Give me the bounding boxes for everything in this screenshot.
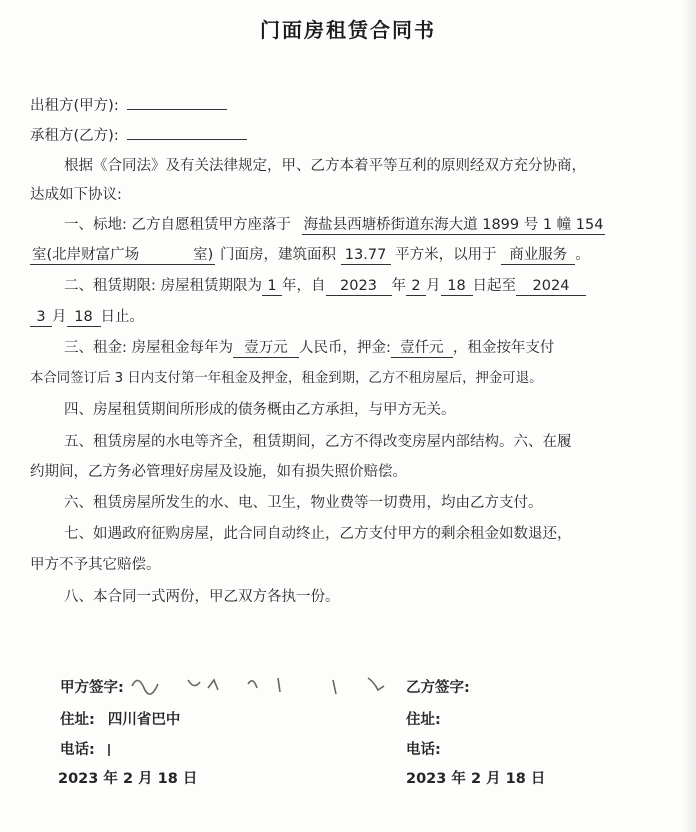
clause1-line-1 xyxy=(64,213,605,235)
clause2-prefix: 二、租赁期限: 房屋租赁期限为 xyxy=(64,278,262,294)
clause3-tail: ，租金按年支付 xyxy=(452,340,555,356)
clause3-line-2: 本合同签订后 3 日内支付第一年租金及押金，租金到期，乙方不租房屋后，押金可退。 xyxy=(30,371,543,386)
clause2-line-2 xyxy=(30,305,144,327)
clause3-deposit: 壹仟元 xyxy=(391,340,453,358)
lessee-line xyxy=(30,124,247,145)
clause2-suffix: 日止。 xyxy=(100,309,144,325)
party-a-phone-line xyxy=(60,738,110,759)
clause2-end-month: 3 xyxy=(30,309,52,327)
preamble-line-2: 达成如下协议: xyxy=(30,187,122,203)
clause2-line-1 xyxy=(64,274,586,296)
month-char-2: 月 xyxy=(52,309,67,325)
clause1-prefix: 一、标地: 乙方自愿租赁甲方座落于 xyxy=(64,217,291,233)
clause1-room-prefix: 室(北岸财富广场 xyxy=(32,247,140,263)
clause4: 四、房屋租赁期间所形成的债务概由乙方承担，与甲方无关。 xyxy=(64,402,456,418)
clause2-start-year: 2023 xyxy=(326,278,392,296)
clause3-prefix: 三、租金: 房屋租金每年为 xyxy=(64,340,233,356)
preamble-line-1: 根据《合同法》及有关法律规定，甲、乙方本着平等互利的原则经双方充分协商， xyxy=(64,158,586,174)
party-b-sign-label: 乙方签字: xyxy=(406,680,470,696)
clause7-line-1: 七、如遇政府征购房屋，此合同自动终止，乙方支付甲方的剩余租金如数退还， xyxy=(64,526,572,542)
party-a-sign-label: 甲方签字: xyxy=(60,680,124,696)
year-char-1: 年 xyxy=(391,278,406,294)
party-b-address-label: 住址: xyxy=(406,712,441,728)
lessor-label: 出租方(甲方): xyxy=(30,98,119,114)
clause1-room xyxy=(30,247,215,265)
clause2-start-day: 18 xyxy=(441,278,473,296)
clause2-end-year: 2024 xyxy=(516,278,586,296)
clause1-end: 。 xyxy=(575,247,590,263)
party-a-address-value: 四川省巴中 xyxy=(107,712,181,728)
clause2-year-word: 年，自 xyxy=(282,278,326,294)
party-a-date: 2023 年 2 月 18 日 xyxy=(58,771,198,787)
party-a-address-line xyxy=(60,708,180,729)
party-a-signature-scribble xyxy=(128,668,398,698)
clause2-years: 1 xyxy=(262,278,282,296)
clause3-rent: 壹万元 xyxy=(233,340,299,358)
clause2-start-month: 2 xyxy=(406,278,426,296)
lessor-blank xyxy=(127,109,227,110)
lessee-blank xyxy=(127,139,247,140)
clause3-mid: 人民币，押金: xyxy=(299,340,391,356)
clause1-room-suffix: 室) xyxy=(193,247,214,263)
month-char-1: 月 xyxy=(426,278,441,294)
clause1-facade: 门面房，建筑面积 xyxy=(219,247,336,263)
party-b-date: 2023 年 2 月 18 日 xyxy=(406,771,546,787)
clause1-address: 海盐县西塘桥街道东海大道 1899 号 1 幢 154 xyxy=(302,217,606,235)
clause7-line-2: 甲方不予其它赔偿。 xyxy=(30,557,161,573)
clause1-area-unit: 平方米，以用于 xyxy=(395,247,497,263)
party-a-phone-mark xyxy=(108,744,110,756)
clause1-area: 13.77 xyxy=(341,247,391,265)
clause1-line-2 xyxy=(30,243,590,265)
party-b-phone-label: 电话: xyxy=(406,742,441,758)
document-title: 门面房租赁合同书 xyxy=(260,18,436,42)
lessee-label: 承租方(乙方): xyxy=(30,128,119,144)
clause8: 八、本合同一式两份，甲乙双方各执一份。 xyxy=(64,589,340,605)
clause3-line-1 xyxy=(64,336,554,358)
party-a-address-label: 住址: xyxy=(60,712,95,728)
clause5-line-2: 约期间，乙方务必管理好房屋及设施，如有损失照价赔偿。 xyxy=(30,464,407,480)
clause2-end-day: 18 xyxy=(67,309,101,327)
day-start-char: 日起至 xyxy=(472,278,516,294)
clause6: 六、租赁房屋所发生的水、电、卫生，物业费等一切费用，均由乙方支付。 xyxy=(64,495,543,511)
clause5-line-1: 五、租赁房屋的水电等齐全，租赁期间，乙方不得改变房屋内部结构。六、在履 xyxy=(64,434,572,450)
clause1-use: 商业服务 xyxy=(501,247,575,265)
lessor-line xyxy=(30,94,227,115)
party-a-phone-label: 电话: xyxy=(60,742,95,758)
paper-edge-shadow xyxy=(682,0,696,832)
